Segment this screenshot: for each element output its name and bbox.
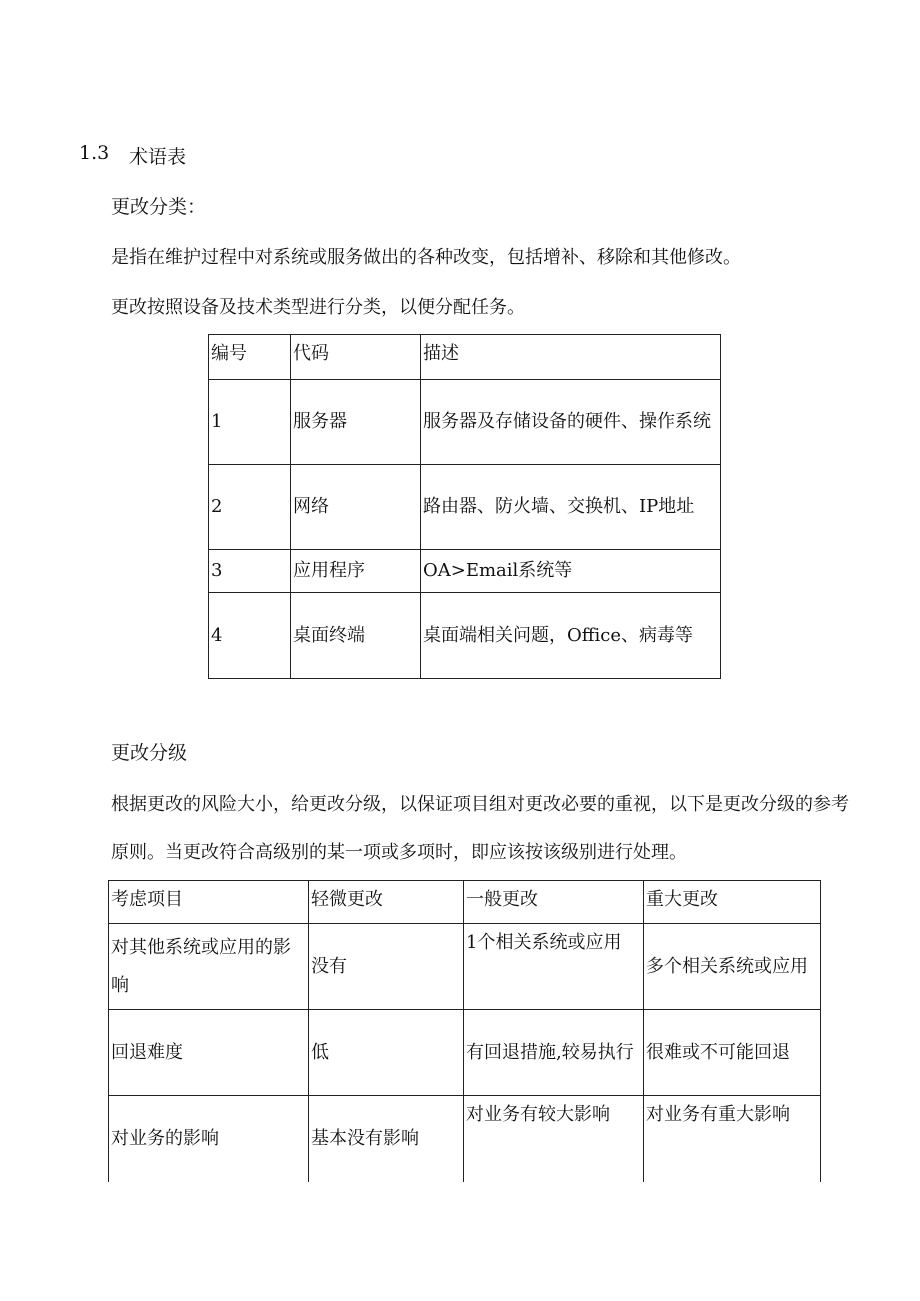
table-cell: 3 [209,550,291,593]
table-row [209,550,721,593]
table-cell: OA>Email系统等 [421,550,721,593]
classification-heading: 更改分类： [111,196,207,218]
table-cell: 有回退措施,较易执行 [464,1010,644,1096]
classification-para-1: 是指在维护过程中对系统或服务做出的各种改变，包括增补、移除和其他修改。 [111,247,741,268]
header-cell-number: 编号 [209,335,291,380]
table-cell: 对其他系统或应用的影响 [109,924,309,1010]
table-cell: 对业务有重大影响 [644,1096,821,1182]
grading-paragraph: 根据更改的风险大小，给更改分级，以保证项目组对更改必要的重视，以下是更改分级的参考原则。当更改符合高级别的某一项或多项时，即应该按该级别进行处理。 [111,794,849,863]
table-cell: 2 [209,465,291,550]
table-cell: 对业务的影响 [109,1096,309,1182]
header-cell-code: 代码 [291,335,421,380]
table-header-row [209,335,721,380]
table-cell: 服务器及存储设备的硬件、操作系统 [421,380,721,465]
header-cell-description: 描述 [421,335,721,380]
table-row [109,924,821,1010]
table-cell: 桌面端相关问题，Office、病毒等 [421,593,721,679]
table-cell: 1个相关系统或应用 [464,924,644,1010]
table-cell: 基本没有影响 [309,1096,464,1182]
table-cell: 网络 [291,465,421,550]
table-cell: 回退难度 [109,1010,309,1096]
table-cell: 1 [209,380,291,465]
table-header-row [109,881,821,924]
table-cell: 4 [209,593,291,679]
classification-table [208,334,721,679]
section-number: 1.3 [79,142,110,164]
table-cell: 服务器 [291,380,421,465]
table-cell: 很难或不可能回退 [644,1010,821,1096]
grading-table [108,880,821,1182]
header-cell-normal: 一般更改 [464,881,644,924]
grading-heading: 更改分级 [111,742,188,764]
header-cell-major: 重大更改 [644,881,821,924]
table-cell: 没有 [309,924,464,1010]
table-cell: 低 [309,1010,464,1096]
classification-para-2: 更改按照设备及技术类型进行分类，以便分配任务。 [111,297,525,318]
table-cell: 对业务有较大影响 [464,1096,644,1182]
table-cell: 应用程序 [291,550,421,593]
table-cell: 多个相关系统或应用 [644,924,821,1010]
table-row [209,593,721,679]
table-row [109,1096,821,1182]
table-cell: 路由器、防火墙、交换机、IP地址 [421,465,721,550]
table-row [209,380,721,465]
section-title: 术语表 [129,146,187,168]
table-row [109,1010,821,1096]
table-row [209,465,721,550]
table-cell: 桌面终端 [291,593,421,679]
header-cell-item: 考虑项目 [109,881,309,924]
header-cell-minor: 轻微更改 [309,881,464,924]
